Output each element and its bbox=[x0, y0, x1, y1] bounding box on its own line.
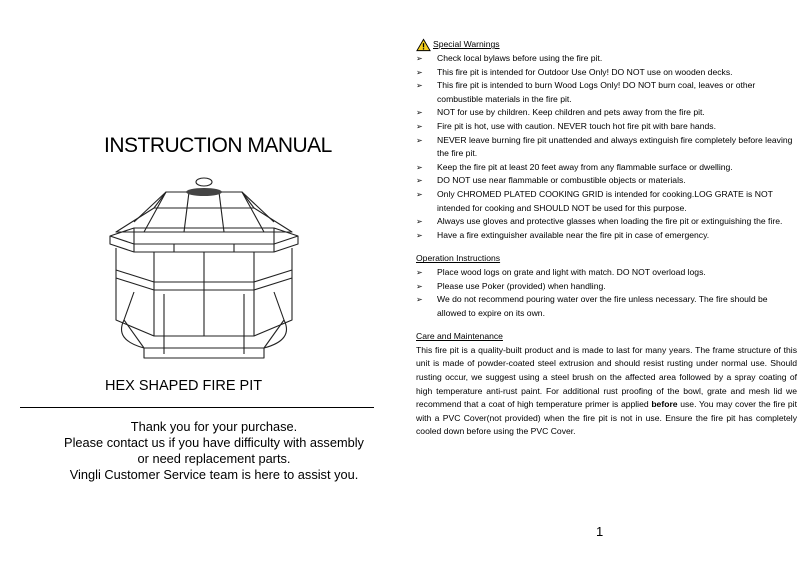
manual-title: INSTRUCTION MANUAL bbox=[104, 134, 332, 157]
list-item: ➢ Keep the fire pit at least 20 feet away from any flammable surface or dwelling. bbox=[416, 161, 797, 175]
product-name: HEX SHAPED FIRE PIT bbox=[105, 378, 263, 394]
thanks-line: Vingli Customer Service team is here to assist you. bbox=[69, 467, 359, 482]
thanks-line: Please contact us if you have difficulty with assembly bbox=[64, 435, 364, 450]
care-heading: Care and Maintenance bbox=[416, 331, 503, 342]
special-warnings-title: Special Warnings bbox=[433, 39, 500, 50]
warning-icon bbox=[416, 38, 431, 52]
operation-heading: Operation Instructions bbox=[416, 253, 501, 264]
fire-pit-illustration bbox=[104, 170, 304, 360]
special-warnings-heading bbox=[416, 38, 797, 52]
left-column bbox=[0, 0, 400, 564]
list-item: ➢ Please use Poker (provided) when handling. bbox=[416, 280, 797, 294]
special-warnings-list bbox=[416, 52, 797, 242]
list-item: ➢ Always use gloves and protective glasses when loading the fire pit or extinguishing the fire. bbox=[416, 215, 797, 229]
operation-list bbox=[416, 266, 797, 320]
right-column bbox=[416, 38, 797, 439]
list-item: ➢ Only CHROMED PLATED COOKING GRID is intended for cooking.LOG GRATE is NOT intended for cooking and SHOULD NOT be used for this purpose. bbox=[416, 188, 797, 215]
care-paragraph bbox=[416, 344, 797, 439]
thanks-line: Thank you for your purchase. bbox=[130, 419, 298, 434]
list-item: ➢ Check local bylaws before using the fire pit. bbox=[416, 52, 797, 66]
thanks-line: or need replacement parts. bbox=[137, 451, 291, 466]
list-item: ➢ DO NOT use near flammable or combustible objects or materials. bbox=[416, 174, 797, 188]
list-item: ➢ Have a fire extinguisher available near the fire pit in case of emergency. bbox=[416, 229, 797, 243]
care-text-part2: use. You may cover the fire pit with a PVC Cover(not provided) when the fire pit is not in use. Ensure the fire pit has completely cooled down before using the PVC Cover. bbox=[416, 399, 797, 437]
care-bold-word: before bbox=[651, 399, 678, 410]
divider bbox=[20, 407, 374, 408]
list-item: ➢ Place wood logs on grate and light with match. DO NOT overload logs. bbox=[416, 266, 797, 280]
page-number: 1 bbox=[596, 524, 604, 539]
list-item: ➢ This fire pit is intended for Outdoor Use Only! DO NOT use on wooden decks. bbox=[416, 66, 797, 80]
list-item: ➢ Fire pit is hot, use with caution. NEVER touch hot fire pit with bare hands. bbox=[416, 120, 797, 134]
list-item: ➢ NOT for use by children. Keep children and pets away from the fire pit. bbox=[416, 106, 797, 120]
list-item: ➢ NEVER leave burning fire pit unattended and always extinguish fire completely before leaving the fire pit. bbox=[416, 134, 797, 161]
list-item: ➢ We do not recommend pouring water over the fire unless necessary. The fire should be allowed to expire on its own. bbox=[416, 293, 797, 320]
list-item: ➢ This fire pit is intended to burn Wood Logs Only! DO NOT burn coal, leaves or other combustible materials in the fire pit. bbox=[416, 79, 797, 106]
thank-you-message bbox=[20, 419, 408, 483]
care-text-part1: This fire pit is a quality-built product and is made to last for many years. The frame structure of this unit is made of powder-coated steel extrusion and should resist rusting under normal use. Should rusting occur, we suggest using a steel brush on the affected area followed by a spray coating of high temperature anti-rust paint. For additional rust proofing of the bowl, grate and mesh lid we recommend that a coat of high temperature primer is applied bbox=[416, 344, 797, 410]
